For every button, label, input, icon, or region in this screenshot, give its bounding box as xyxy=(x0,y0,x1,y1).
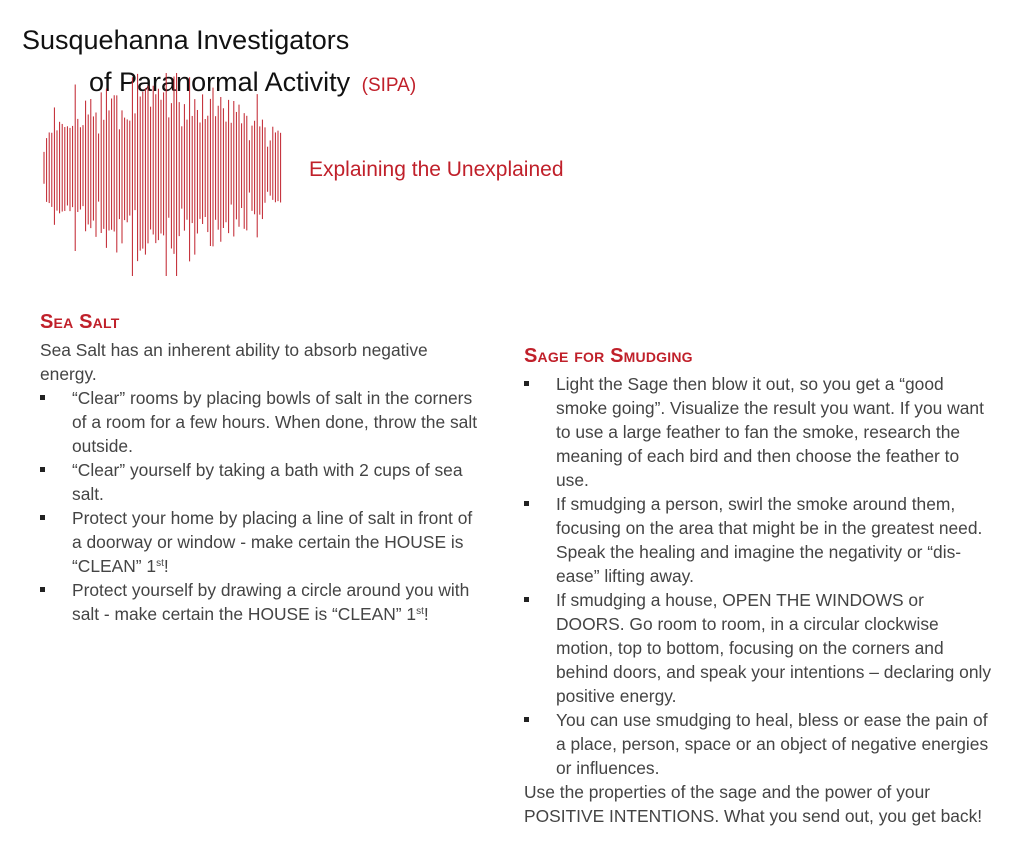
sage-smudging-section xyxy=(524,372,994,828)
list-item-text: “Clear” yourself by taking a bath with 2 cups of sea salt. xyxy=(72,460,463,504)
org-abbreviation: (SIPA) xyxy=(361,75,417,96)
ordinal-superscript: st xyxy=(156,558,164,569)
list-item-text: Protect yourself by drawing a circle around you with salt - make certain the HOUSE is “CLEAN” 1 xyxy=(72,580,470,624)
bullet-square-icon xyxy=(524,501,529,506)
sea-salt-list xyxy=(40,386,480,626)
list-item-text: If smudging a house, OPEN THE WINDOWS or DOORS. Go room to room, in a circular clockwise motion, top to bottom, focusing on the corners and behind doors, and speak your intentions – declaring only positive energy. xyxy=(556,590,992,706)
sage-closing: Use the properties of the sage and the power of your POSITIVE INTENTIONS. What you send out, you get back! xyxy=(524,782,983,826)
ordinal-superscript: st xyxy=(416,606,424,617)
list-item-suffix: ! xyxy=(423,604,429,624)
list-item xyxy=(524,492,994,588)
bullet-square-icon xyxy=(524,717,529,722)
list-item xyxy=(524,372,994,492)
bullet-square-icon xyxy=(524,381,529,386)
sage-smudging-title: Sage for Smudging xyxy=(524,345,693,367)
sage-list xyxy=(524,372,994,780)
list-item xyxy=(40,386,480,458)
bullet-square-icon xyxy=(40,395,45,400)
bullet-square-icon xyxy=(40,467,45,472)
sound-waveform-icon xyxy=(40,70,285,280)
list-item xyxy=(524,588,994,708)
list-item-suffix: ! xyxy=(163,556,169,576)
list-item-text: “Clear” rooms by placing bowls of salt in the corners of a room for a few hours. When done, throw the salt outside. xyxy=(72,388,478,456)
sea-salt-section xyxy=(40,338,480,626)
list-item xyxy=(40,458,480,506)
list-item xyxy=(40,578,480,626)
bullet-square-icon xyxy=(40,515,45,520)
bullet-square-icon xyxy=(524,597,529,602)
bullet-square-icon xyxy=(40,587,45,592)
list-item-text: Light the Sage then blow it out, so you get a “good smoke going”. Visualize the result you want. If you want to use a large feather to fan the smoke, research the meaning of each bird and then choose the feather to use. xyxy=(556,374,984,490)
list-item xyxy=(40,506,480,578)
org-name-text: of Paranormal Activity xyxy=(89,67,351,97)
tagline: Explaining the Unexplained xyxy=(309,158,564,181)
org-name-line1: Susquehanna Investigators xyxy=(22,25,350,55)
list-item-text: Protect your home by placing a line of salt in front of a doorway or window - make certain the HOUSE is “CLEAN” 1 xyxy=(72,508,473,576)
sea-salt-intro: Sea Salt has an inherent ability to absorb negative energy. xyxy=(40,340,428,384)
list-item xyxy=(524,708,994,780)
list-item-text: You can use smudging to heal, bless or ease the pain of a place, person, space or an object of negative energies or influences. xyxy=(556,710,989,778)
sea-salt-title: Sea Salt xyxy=(40,311,120,333)
list-item-text: If smudging a person, swirl the smoke around them, focusing on the area that might be in the greatest need. Speak the healing and imagine the negativity or “dis-ease” lifting away. xyxy=(556,494,983,586)
